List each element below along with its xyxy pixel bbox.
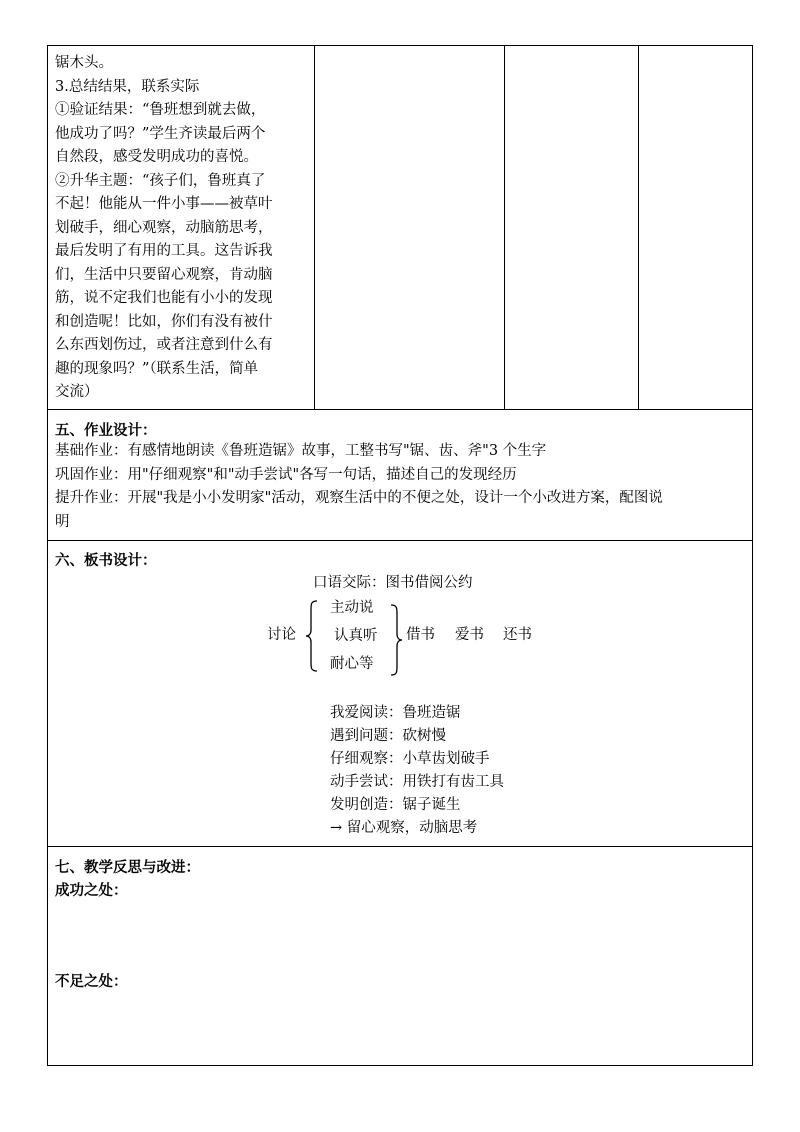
action-item: 借书 (406, 627, 435, 643)
process-line: 划破手，细心观察，动脑筋思考， (55, 219, 273, 236)
reading-line: 我爱阅读：鲁班造锯 (330, 705, 461, 721)
action-item: 爱书 (455, 627, 484, 643)
process-line: 不起！他能从一件小事——被草叶 (55, 196, 273, 212)
process-line: 3.总结结果，联系实际 (55, 78, 200, 95)
process-line: 么东西划伤过，或者注意到什么有 (55, 337, 273, 353)
reading-line: 遇到问题：砍树慢 (330, 728, 446, 744)
reading-line: 动手尝试：用铁打有齿工具 (330, 774, 504, 790)
process-line: 趣的现象吗？”（联系生活，简单 (55, 360, 259, 377)
column-divider (638, 46, 639, 409)
discuss-item: 耐心等 (330, 656, 374, 672)
process-line: 交流） (55, 384, 99, 400)
shortfall-label: 不足之处： (55, 974, 128, 990)
right-brace-icon (389, 604, 403, 676)
process-line: 他成功了吗？”学生齐读最后两个 (55, 125, 266, 142)
homework-line: 明 (55, 513, 70, 530)
homework-line: 提升作业：开展"我是小小发明家"活动，观察生活中的不便之处，设计一个小改进方案，配图说 (55, 490, 663, 506)
process-line: 们，生活中只要留心观察，肯动脑 (55, 266, 273, 283)
column-divider (504, 46, 505, 409)
reflection-title: 七、教学反思与改进： (55, 860, 200, 876)
row-divider (48, 540, 752, 541)
process-cell (55, 52, 273, 405)
homework-title: 五、作业设计： (55, 423, 157, 439)
process-line: 锯木头。 (55, 55, 113, 71)
reading-line: → 留心观察，动脑思考 (330, 820, 478, 836)
process-line: 和创造呢！比如，你们有没有被什 (55, 313, 273, 330)
board-title: 六、板书设计： (55, 553, 157, 569)
homework-line: 基础作业：有感情地朗读《鲁班造锯》故事，工整书写"锯、齿、斧"3 个生字 (55, 443, 547, 459)
process-line: 自然段，感受发明成功的喜悦。 (55, 149, 258, 165)
row-divider (48, 409, 752, 410)
process-line: ①验证结果：“鲁班想到就去做， (55, 102, 266, 118)
process-line: ②升华主题：“孩子们，鲁班真了 (55, 172, 266, 189)
process-line: 筋，说不定我们也能有小小的发现 (55, 290, 273, 306)
discuss-label: 讨论 (267, 627, 296, 643)
homework-body (55, 440, 744, 534)
discuss-item: 认真听 (334, 628, 378, 644)
row-divider (48, 846, 752, 847)
reading-line: 发明创造：锯子诞生 (330, 797, 461, 813)
action-item: 还书 (503, 627, 532, 643)
process-line: 最后发明了有用的工具。这告诉我 (55, 243, 273, 259)
homework-line: 巩固作业：用"仔细观察"和"动手尝试"各写一句话，描述自己的发现经历 (55, 466, 517, 483)
column-divider (314, 46, 315, 409)
discuss-item: 主动说 (330, 600, 374, 616)
reading-line: 仔细观察：小草齿划破手 (330, 751, 490, 767)
lesson-plan-table (47, 45, 753, 1066)
board-heading: 口语交际：图书借阅公约 (313, 575, 473, 591)
left-brace-icon (305, 600, 319, 672)
success-label: 成功之处： (55, 883, 128, 899)
